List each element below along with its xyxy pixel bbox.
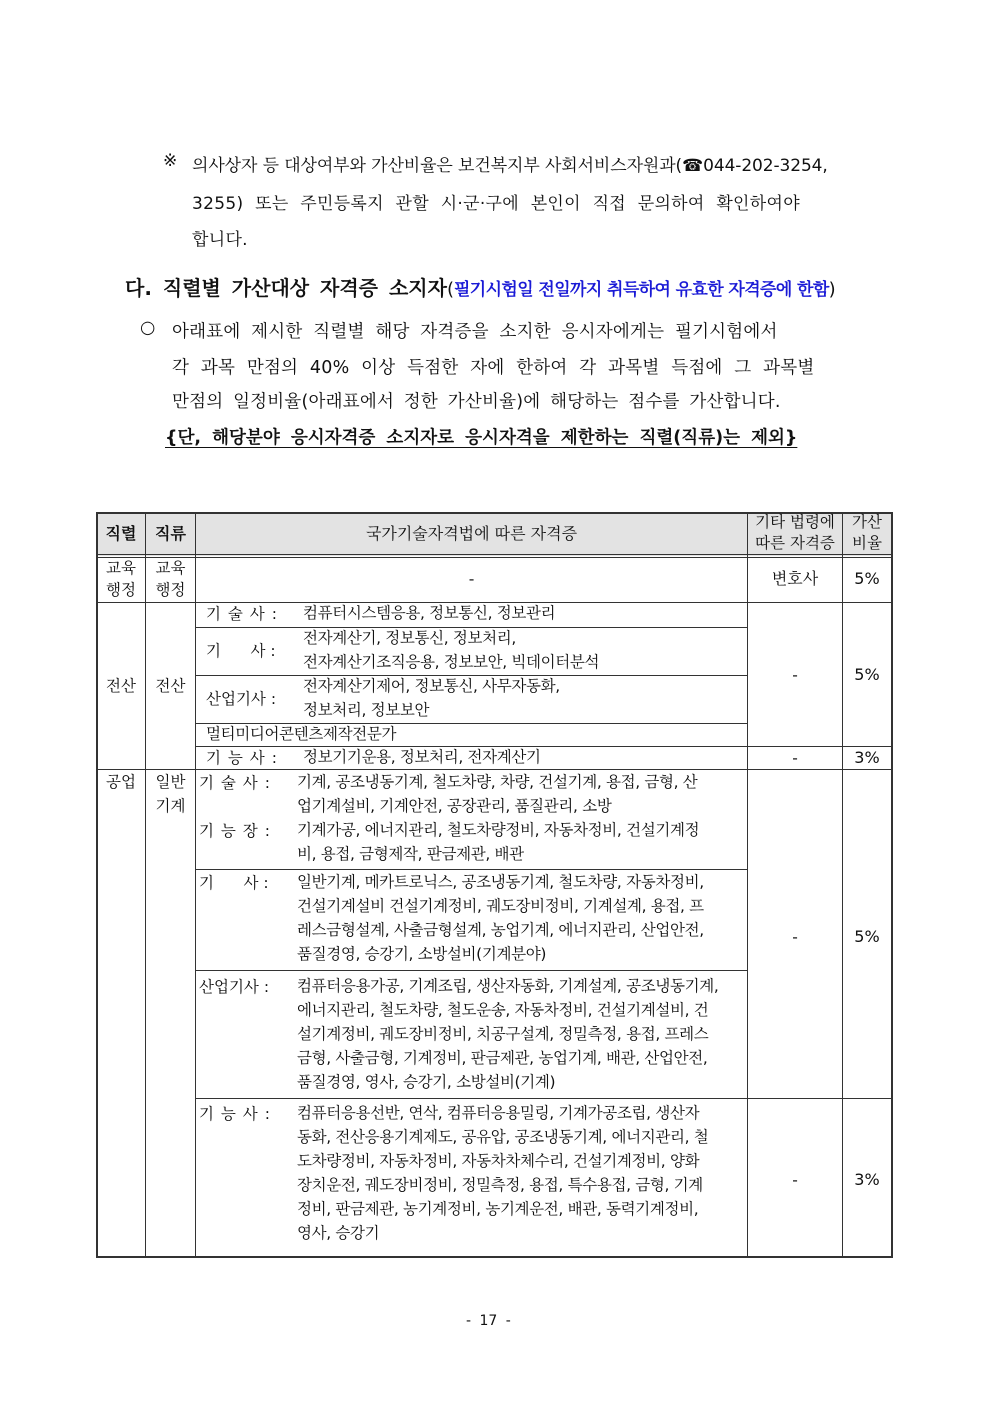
qual-label: 기 술 사 : xyxy=(199,774,271,792)
qual-list: 정보처리, 정보보안 xyxy=(303,701,430,719)
row-rate: 3% xyxy=(854,748,880,767)
header-national: 국가기술자격법에 따른 자격증 xyxy=(365,524,578,543)
qual-list: 컴퓨터응용가공, 기계조립, 생산자동화, 기계설계, 공조냉동기계, xyxy=(297,977,719,995)
row-series: 공업 xyxy=(106,773,136,791)
qual-list: 정비, 판금제관, 농기계정비, 농기계운전, 배관, 동력기계정비, xyxy=(297,1200,699,1218)
row-rate: 5% xyxy=(854,665,880,684)
header-divider xyxy=(96,554,893,555)
row-series: 교육 xyxy=(106,559,136,577)
row-other: 변호사 xyxy=(771,569,819,588)
qual-list: 기계가공, 에너지관리, 철도차량정비, 자동차정비, 건설기계정 xyxy=(297,821,700,839)
section-subtitle: 필기시험일 전일까지 취득하여 유효한 자격증에 한함 xyxy=(453,280,829,300)
qual-list: 건설기계설비 건설기계정비, 궤도장비정비, 기계설계, 용접, 프 xyxy=(297,897,704,915)
qual-list: 일반기계, 메카트로닉스, 공조냉동기계, 철도차량, 자동차정비, xyxy=(297,873,704,891)
header-rate-2: 비율 xyxy=(852,534,882,552)
qual-label: 기 사 : xyxy=(199,874,269,892)
row-divider xyxy=(195,1098,893,1099)
page-number: - 17 - xyxy=(466,1313,511,1329)
section-title: 다. 직렬별 가산대상 자격증 소지자 xyxy=(125,276,447,300)
qual-label: 산업기사 : xyxy=(206,690,277,708)
exception-note: {단, 해당분야 응시자격증 소지자로 응시자격을 제한하는 직렬(직류)는 제외} xyxy=(165,428,798,448)
qual-list: 설기계정비, 궤도장비정비, 치공구설계, 정밀측정, 용접, 프레스 xyxy=(297,1025,709,1043)
para-line-1: 아래표에 제시한 직렬별 해당 자격증을 소지한 응시자에게는 필기시험에서 xyxy=(172,322,778,342)
header-category: 직류 xyxy=(155,524,186,543)
row-category: 기계 xyxy=(155,797,186,815)
qual-list: 품질경영, 승강기, 소방설비(기계분야) xyxy=(297,945,547,963)
qual-label: 기 능 장 : xyxy=(199,822,271,840)
row-rate: 5% xyxy=(854,569,880,588)
qual-list: 영사, 승강기 xyxy=(297,1224,380,1242)
note-line-3: 합니다. xyxy=(192,230,248,250)
qual-label: 기 술 사 : xyxy=(206,605,278,623)
qual-label: 기 능 사 : xyxy=(199,1105,271,1123)
header-other-2: 따른 자격증 xyxy=(755,534,835,552)
qual-list: 전자계산기제어, 정보통신, 사무자동화, xyxy=(303,677,560,695)
qual-list: 컴퓨터시스템응용, 정보통신, 정보관리 xyxy=(303,604,556,622)
col-divider xyxy=(195,512,196,1258)
qual-list: 정보기기운용, 정보처리, 전자계산기 xyxy=(303,748,541,766)
qual-list: 동화, 전산응용기계제도, 공유압, 공조냉동기계, 에너지관리, 철 xyxy=(297,1128,709,1146)
bullet-icon: ○ xyxy=(140,318,156,338)
qual-label: 기 사 : xyxy=(206,642,276,660)
row-other: - xyxy=(792,1171,798,1189)
qual-list: 전자계산기조직응용, 정보보안, 빅데이터분석 xyxy=(303,653,600,671)
header-series: 직렬 xyxy=(105,524,137,543)
row-rate: 5% xyxy=(854,927,880,946)
header-other-1: 기타 법령에 xyxy=(755,513,835,531)
table-border-bottom xyxy=(96,1256,893,1258)
qual-list: 업기계설비, 기계안전, 공장관리, 품질관리, 소방 xyxy=(297,797,612,815)
row-divider xyxy=(195,970,747,971)
qual-label: 산업기사 : xyxy=(199,978,270,996)
row-category: 행정 xyxy=(155,581,186,599)
note-line-1: 의사상자 등 대상여부와 가산비율은 보건복지부 사회서비스자원과(☎044-202-3254, xyxy=(192,156,828,176)
header-divider xyxy=(96,557,893,558)
note-line-2: 3255) 또는 주민등록지 관할 시·군·구에 본인이 직접 문의하여 확인하여야 xyxy=(192,194,800,214)
row-category: 일반 xyxy=(155,773,186,791)
row-other: - xyxy=(792,666,798,684)
row-category: 전산 xyxy=(155,677,186,695)
qual-list: 전자계산기, 정보통신, 정보처리, xyxy=(303,629,516,647)
qual-list: 기계, 공조냉동기계, 철도차량, 차량, 건설기계, 용접, 금형, 산 xyxy=(297,773,698,791)
qual-list: 레스금형설계, 사출금형설계, 농업기계, 에너지관리, 산업안전, xyxy=(297,921,704,939)
qual-label: 기 능 사 : xyxy=(206,749,278,767)
row-category: 교육 xyxy=(155,559,186,577)
qual-list: 장치운전, 궤도장비정비, 정밀측정, 용접, 특수용접, 금형, 기계 xyxy=(297,1176,703,1194)
col-divider xyxy=(145,512,146,1258)
row-national: - xyxy=(468,570,475,588)
para-line-3: 만점의 일정비율(아래표에서 정한 가산비율)에 해당하는 점수를 가산합니다. xyxy=(172,392,781,412)
paren-open: ( xyxy=(446,279,454,300)
qual-list: 품질경영, 영사, 승강기, 소방설비(기계) xyxy=(297,1073,556,1091)
qual-list: 도차량정비, 자동차정비, 자동차차체수리, 건설기계정비, 양화 xyxy=(297,1152,700,1170)
header-rate-1: 가산 xyxy=(852,513,882,531)
row-series: 행정 xyxy=(106,581,136,599)
para-line-2: 각 과목 만점의 40% 이상 득점한 자에 한하여 각 과목별 득점에 그 과목별 xyxy=(172,358,815,378)
col-divider xyxy=(747,512,748,1258)
row-divider xyxy=(195,869,747,870)
qual-list: 컴퓨터응용선반, 연삭, 컴퓨터응용밀링, 기계가공조립, 생산자 xyxy=(297,1104,700,1122)
qual-list: 멀티미디어콘텐츠제작전문가 xyxy=(206,725,397,743)
row-rate: 3% xyxy=(854,1170,880,1189)
paren-close: ) xyxy=(828,279,836,300)
note-symbol: ※ xyxy=(163,151,178,171)
col-divider xyxy=(842,512,843,1258)
row-other: - xyxy=(792,928,798,946)
qual-list: 금형, 사출금형, 기계정비, 판금제관, 농업기계, 배관, 산업안전, xyxy=(297,1049,708,1067)
table-border-right xyxy=(891,512,893,1258)
row-other: - xyxy=(792,749,798,767)
table-border-left xyxy=(96,512,98,1258)
qual-list: 에너지관리, 철도차량, 철도운송, 자동차정비, 건설기계설비, 건 xyxy=(297,1001,709,1019)
qual-list: 비, 용접, 금형제작, 판금제관, 배관 xyxy=(297,845,524,863)
row-series: 전산 xyxy=(106,677,136,695)
